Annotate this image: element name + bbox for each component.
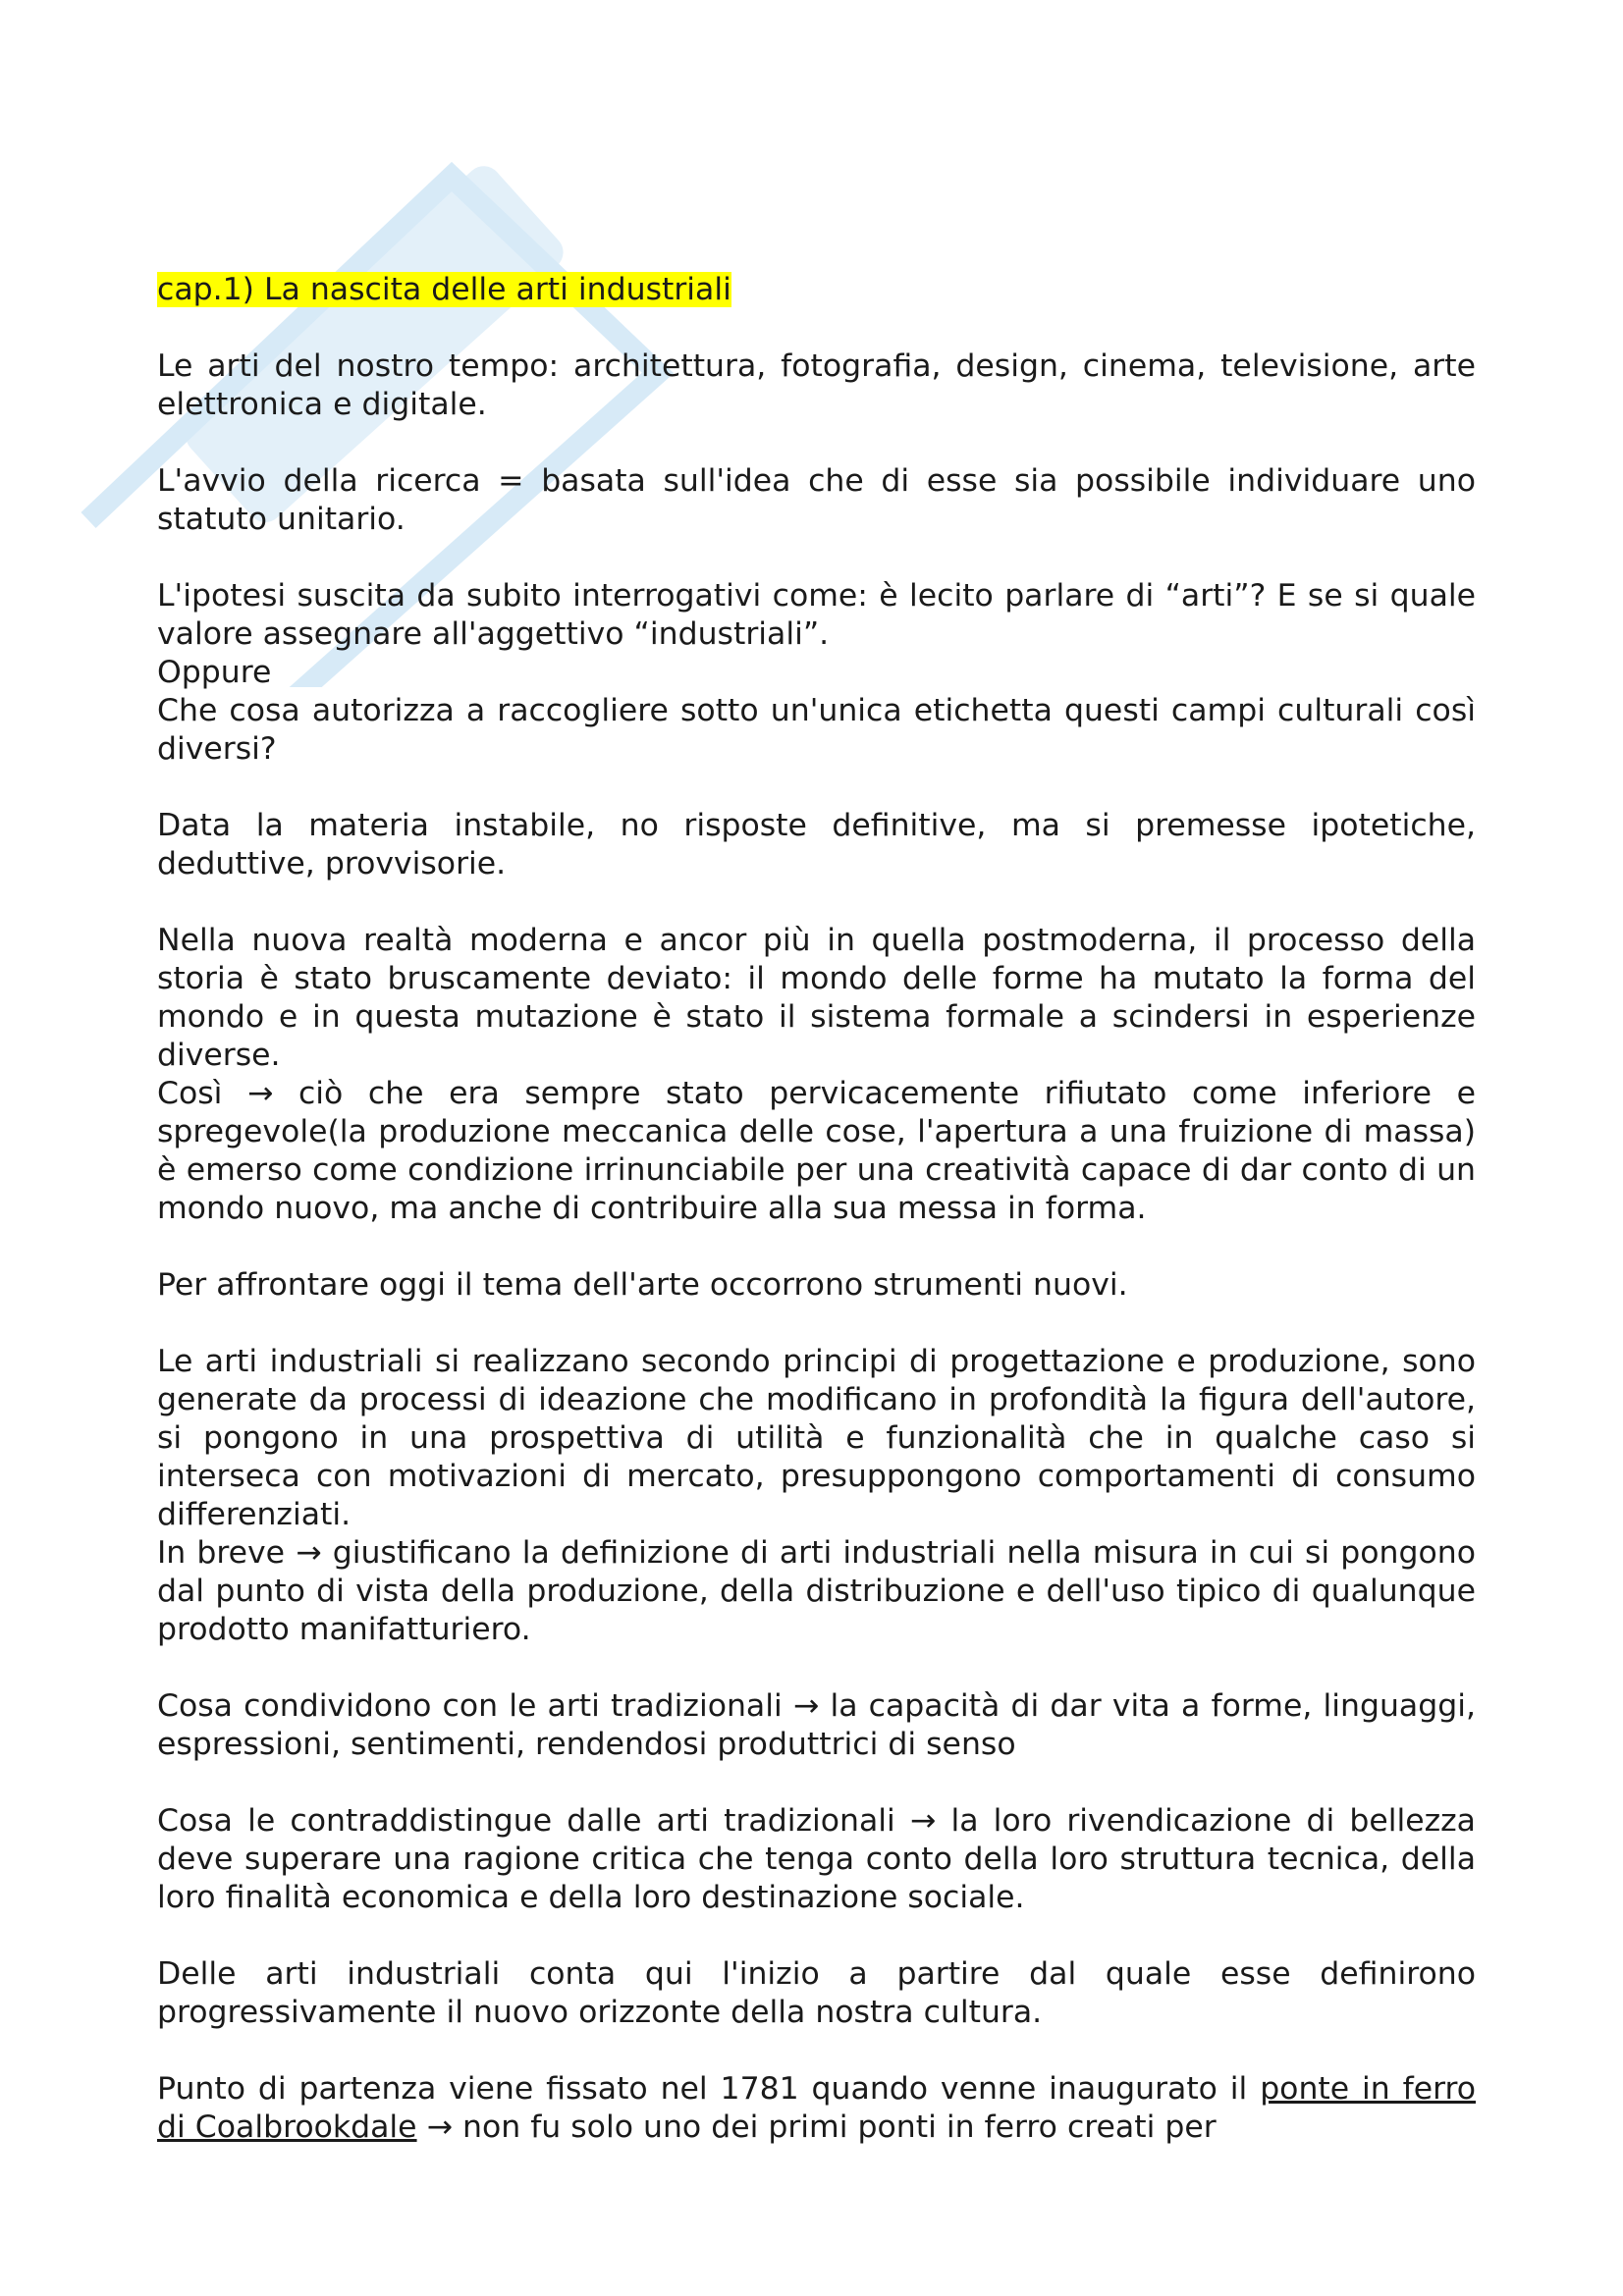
punto-partenza-text: Punto di partenza viene fissato nel 1781 quando venne inaugurato il [157,2071,1261,2107]
paragraph-arti-industriali: Le arti industriali si realizzano secondo principi di progettazione e produzione, sono generate da processi di ideazione che modificano in profondità la figura dell'autore, si pongono in una prospettiva di utilità e funzionalità che in qualche caso si interseca con motivazioni di mercato, presuppongono comportamenti di consumo differenziati. [157,1344,1476,1532]
document-body [157,271,1476,2147]
paragraph-oppure: Oppure [157,655,272,690]
punto-partenza-continuation: → non fu solo uno dei primi ponti in ferro creati per [416,2109,1217,2145]
paragraph-in-breve: In breve → giustificano la definizione di arti industriali nella misura in cui si pongono dal punto di vista della produzione, della distribuzione e dell'uso tipico di qualunque prodotto manifatturiero. [157,1535,1476,1647]
paragraph-contraddistingue: Cosa le contraddistingue dalle arti tradizionali → la loro rivendicazione di bellezza deve superare una ragione critica che tenga conto della loro struttura tecnica, della loro finalità economica e della loro destinazione sociale. [157,1803,1476,1915]
paragraph-ipotesi: L'ipotesi suscita da subito interrogativi come: è lecito parlare di “arti”? E se si quale valore assegnare all'aggettivo “industriali”. [157,578,1476,652]
ponte-coalbrookdale-link[interactable]: ponte in ferro di Coalbrookdale [157,2071,1476,2145]
paragraph-condividono: Cosa condividono con le arti tradizionali → la capacità di dar vita a forme, linguaggi, espressioni, sentimenti, rendendosi produttrici di senso [157,1688,1476,1762]
paragraph-avvio-ricerca: L'avvio della ricerca = basata sull'idea che di esse sia possibile individuare uno statuto unitario. [157,463,1476,537]
document-title-line [157,271,1476,309]
paragraph-etichetta: Che cosa autorizza a raccogliere sotto un'unica etichetta questi campi culturali così diversi? [157,693,1476,767]
document-title: cap.1) La nascita delle arti industriali [157,272,731,307]
paragraph-strumenti-nuovi: Per affrontare oggi il tema dell'arte occorrono strumenti nuovi. [157,1267,1128,1303]
paragraph-arti-tempo: Le arti del nostro tempo: architettura, fotografia, design, cinema, televisione, arte elettronica e digitale. [157,348,1476,422]
paragraph-realta-moderna: Nella nuova realtà moderna e ancor più in quella postmoderna, il processo della storia è stato bruscamente deviato: il mondo delle forme ha mutato la forma del mondo e in questa mutazione è stato il sistema formale a scindersi in esperienze diverse. [157,923,1476,1073]
paragraph-cosi: Così → ciò che era sempre stato pervicacemente rifiutato come inferiore e spregevole(la produzione meccanica delle cose, l'apertura a una fruizione di massa) è emerso come condizione irrinunciabile per una creatività capace di dar conto di un mondo nuovo, ma anche di contribuire alla sua messa in forma. [157,1076,1476,1226]
paragraph-punto-partenza [157,2070,1476,2147]
paragraph-materia-instabile: Data la materia instabile, no risposte definitive, ma si premesse ipotetiche, deduttive, provvisorie. [157,808,1476,881]
paragraph-inizio: Delle arti industriali conta qui l'inizio a partire dal quale esse definirono progressivamente il nuovo orizzonte della nostra cultura. [157,1956,1476,2030]
